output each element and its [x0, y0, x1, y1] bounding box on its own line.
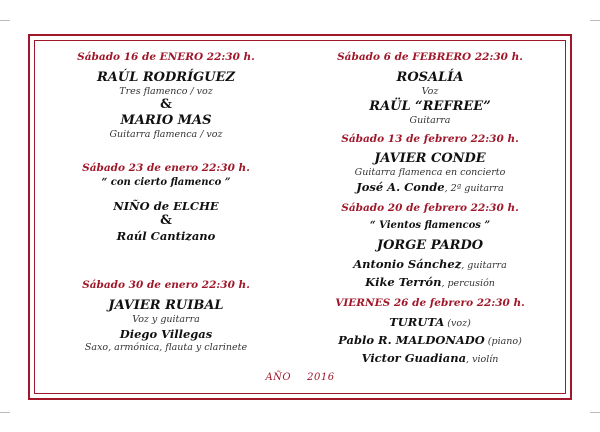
- artist-role: Voz y guitarra: [132, 314, 200, 325]
- artist-name: TURUTA: [389, 315, 445, 329]
- artist-line: [306, 274, 554, 292]
- artist-name: MARIO MAS: [120, 113, 212, 128]
- artist-line: [306, 314, 554, 332]
- artist-role: (piano): [484, 336, 522, 347]
- artist-role: , 2ª guitarra: [444, 183, 504, 194]
- artist-name: JAVIER RUIBAL: [108, 298, 224, 313]
- footer-year-value: 2016: [307, 372, 335, 383]
- right-column: [306, 50, 554, 368]
- artist-name: José A. Conde: [356, 180, 445, 194]
- event-date: Sábado 30 de enero 22:30 h.: [82, 279, 250, 291]
- event-date: Sábado 13 de febrero 22:30 h.: [341, 133, 519, 145]
- ampersand: &: [160, 97, 172, 112]
- event-date: Sábado 6 de FEBRERO 22:30 h.: [337, 51, 523, 63]
- event-date: Sábado 23 de enero 22:30 h.: [82, 162, 250, 174]
- event-jan-16: [42, 50, 290, 141]
- left-column: [42, 50, 290, 354]
- event-feb-6: [306, 50, 554, 127]
- show-title: “ con cierto flamenco ”: [101, 177, 231, 188]
- artist-name: Raúl Cantizano: [116, 229, 216, 243]
- artist-role: Guitarra flamenca / voz: [109, 129, 223, 140]
- artist-name: Pablo R. MALDONADO: [338, 333, 485, 347]
- ampersand: &: [160, 213, 172, 228]
- artist-role: Tres flamenco / voz: [119, 86, 213, 97]
- artist-role: Voz: [421, 86, 439, 97]
- artist-role: , percusión: [441, 278, 495, 289]
- artist-name: JORGE PARDO: [376, 238, 484, 253]
- artist-role: Saxo, armónica, flauta y clarinete: [84, 342, 248, 353]
- crop-mark-top-right: [590, 20, 600, 31]
- crop-mark-bottom-left: [0, 412, 10, 423]
- artist-name: Antonio Sánchez: [353, 257, 462, 271]
- event-date: Sábado 20 de febrero 22:30 h.: [341, 202, 519, 214]
- event-feb-13: [306, 132, 554, 197]
- crop-mark-bottom-right: [590, 412, 600, 423]
- artist-name: RAÜL “REFREE”: [369, 99, 491, 114]
- artist-name: Diego Villegas: [119, 327, 213, 341]
- event-date: Sábado 16 de ENERO 22:30 h.: [77, 51, 255, 63]
- event-feb-20: [306, 201, 554, 292]
- artist-role: , violín: [466, 354, 499, 365]
- artist-name: Kike Terrón: [365, 275, 442, 289]
- footer-year: [0, 372, 600, 383]
- artist-name: RAÚL RODRÍGUEZ: [96, 70, 236, 85]
- artist-line: [306, 179, 554, 197]
- footer-label: AÑO: [265, 372, 292, 383]
- artist-line: [306, 256, 554, 274]
- event-jan-30: [42, 278, 290, 354]
- artist-role: Guitarra: [409, 115, 451, 126]
- event-feb-26: [306, 296, 554, 368]
- event-jan-23: [42, 161, 290, 244]
- artist-name: ROSALÍA: [396, 70, 464, 85]
- event-date: VIERNES 26 de febrero 22:30 h.: [335, 297, 525, 309]
- show-title: “ Vientos flamencos ”: [369, 220, 491, 231]
- artist-name: JAVIER CONDE: [374, 151, 486, 166]
- artist-name: NIÑO de ELCHE: [113, 199, 219, 213]
- artist-role: (voz): [444, 318, 471, 329]
- artist-role: Guitarra flamenca en concierto: [354, 167, 506, 178]
- artist-line: [306, 332, 554, 350]
- artist-line: [306, 350, 554, 368]
- artist-role: , guitarra: [461, 260, 507, 271]
- artist-name: Victor Guadiana: [361, 351, 467, 365]
- crop-mark-top-left: [0, 20, 10, 31]
